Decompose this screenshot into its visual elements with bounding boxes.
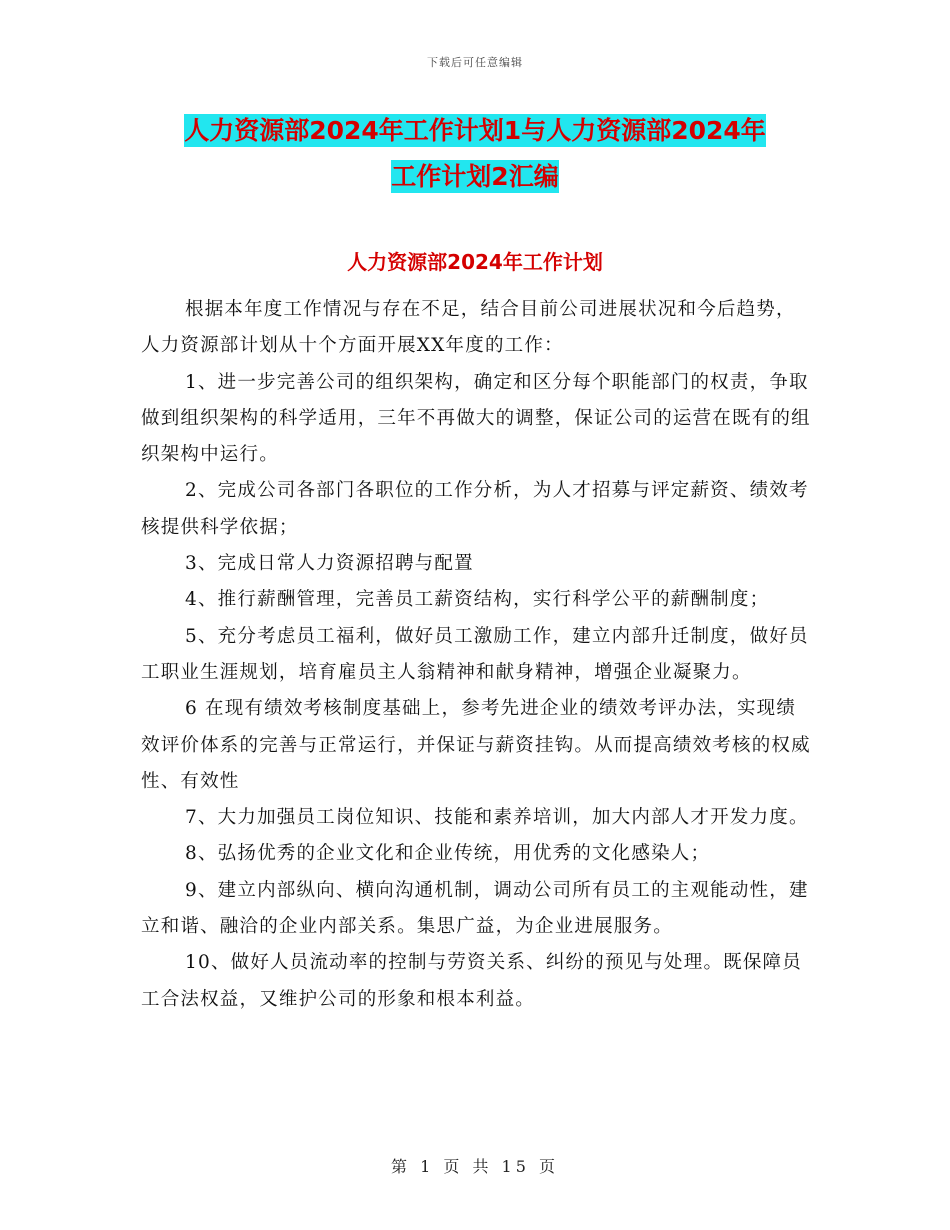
document-body xyxy=(141,292,813,1018)
paragraph-item-6: 6 在现有绩效考核制度基础上，参考先进企业的绩效考评办法，实现绩效评价体系的完善与正常运行，并保证与薪资挂钩。从而提高绩效考核的权威性、有效性 xyxy=(141,698,811,792)
paragraph-item-7: 7、大力加强员工岗位知识、技能和素养培训，加大内部人才开发力度。 xyxy=(185,807,809,829)
paragraph-item-1: 1、进一步完善公司的组织架构，确定和区分每个职能部门的权责，争取做到组织架构的科学适用，三年不再做大的调整，保证公司的运营在既有的组织架构中运行。 xyxy=(141,371,811,466)
paragraph-item-3: 3、完成日常人力资源招聘与配置 xyxy=(185,553,474,575)
paragraph-item-10: 10、做好人员流动率的控制与劳资关系、纠纷的预见与处理。既保障员工合法权益，又维护公司的形象和根本利益。 xyxy=(141,952,802,1010)
document-title-line-2: 工作计划2汇编 xyxy=(391,162,559,191)
header-note: 下载后可任意编辑 xyxy=(427,56,523,69)
paragraph-item-2: 2、完成公司各部门各职位的工作分析，为人才招募与评定薪资、绩效考核提供科学依据； xyxy=(141,480,809,538)
paragraph-item-9: 9、建立内部纵向、横向沟通机制，调动公司所有员工的主观能动性，建立和谐、融洽的企业内部关系。集思广益，为企业进展服务。 xyxy=(141,879,809,938)
document-title xyxy=(150,108,800,200)
paragraph-intro: 根据本年度工作情况与存在不足，结合目前公司进展状况和今后趋势，人力资源部计划从十个方面开展XX年度的工作： xyxy=(141,299,796,357)
document-title-line-1: 人力资源部2024年工作计划1与人力资源部2024年 xyxy=(184,116,766,145)
paragraph-item-5: 5、充分考虑员工福利，做好员工激励工作，建立内部升迁制度，做好员工职业生涯规划，培育雇员主人翁精神和献身精神，增强企业凝聚力。 xyxy=(141,625,809,683)
paragraph-item-4: 4、推行薪酬管理，完善员工薪资结构，实行科学公平的薪酬制度； xyxy=(185,589,770,611)
paragraph-item-8: 8、弘扬优秀的企业文化和企业传统，用优秀的文化感染人； xyxy=(185,843,711,865)
section-title: 人力资源部2024年工作计划 xyxy=(347,250,603,274)
page-footer: 第 1 页 共 15 页 xyxy=(391,1157,559,1176)
